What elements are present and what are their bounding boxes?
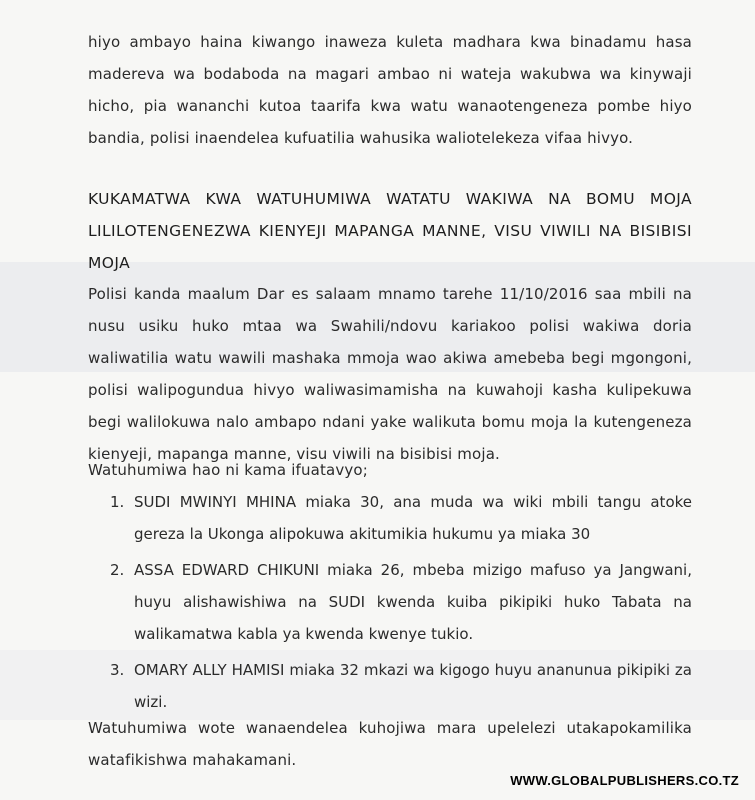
list-item-text: SUDI MWINYI MHINA miaka 30, ana muda wa wiki mbili tangu atoke gereza la Ukonga alipokuwa akitumikia hukumu ya miaka 30	[134, 493, 692, 543]
list-number: 1.	[110, 493, 125, 511]
list-item-text: OMARY ALLY HAMISI miaka 32 mkazi wa kigogo huyu ananunua pikipiki za wizi.	[134, 661, 692, 711]
list-number: 2.	[110, 561, 125, 579]
main-paragraph: Polisi kanda maalum Dar es salaam mnamo tarehe 11/10/2016 saa mbili na nusu usiku huko mtaa wa Swahili/ndovu kariakoo polisi wakiwa doria waliwatilia watu wawili mashaka mmoja wao akiwa amebeba begi mgongoni, polisi walipogundua hivyo waliwasimamisha na kuwahoji kasha kulipekuwa begi walilokuwa nalo ambapo ndani yake walikuta bomu moja la kutengeneza kienyeji, mapanga manne, visu viwili na bisibisi moja.	[88, 285, 692, 463]
intro-paragraph: hiyo ambayo haina kiwango inaweza kuleta madhara kwa binadamu hasa madereva wa bodaboda na magari ambao ni wateja wakubwa wa kinywaji hicho, pia wananchi kutoa taarifa kwa watu wanaotengeneza pombe hiyo bandia, polisi inaendelea kufuatilia wahusika waliotelekeza vifaa hivyo.	[88, 33, 692, 147]
list-item	[88, 654, 692, 718]
section-heading: KUKAMATWA KWA WATUHUMIWA WATATU WAKIWA NA BOMU MOJA LILILOTENGENEZWA KIENYEJI MAPANGA MANNE, VISU VIWILI NA BISIBISI MOJA	[88, 190, 692, 272]
list-item-text: ASSA EDWARD CHIKUNI miaka 26, mbeba mizigo mafuso ya Jangwani, huyu alishawishiwa na SUDI kwenda kuiba pikipiki huko Tabata na walikamatwa kabla ya kwenda kwenye tukio.	[134, 561, 692, 643]
footer-url: WWW.GLOBALPUBLISHERS.CO.TZ	[510, 773, 739, 788]
list-intro: Watuhumiwa hao ni kama ifuatavyo;	[88, 461, 368, 479]
list-item	[88, 554, 692, 650]
list-number: 3.	[110, 661, 125, 679]
closing-paragraph: Watuhumiwa wote wanaendelea kuhojiwa mara upelelezi utakapokamilika watafikishwa mahakamani.	[88, 719, 692, 769]
list-item	[88, 486, 692, 550]
suspects-list	[88, 486, 692, 722]
